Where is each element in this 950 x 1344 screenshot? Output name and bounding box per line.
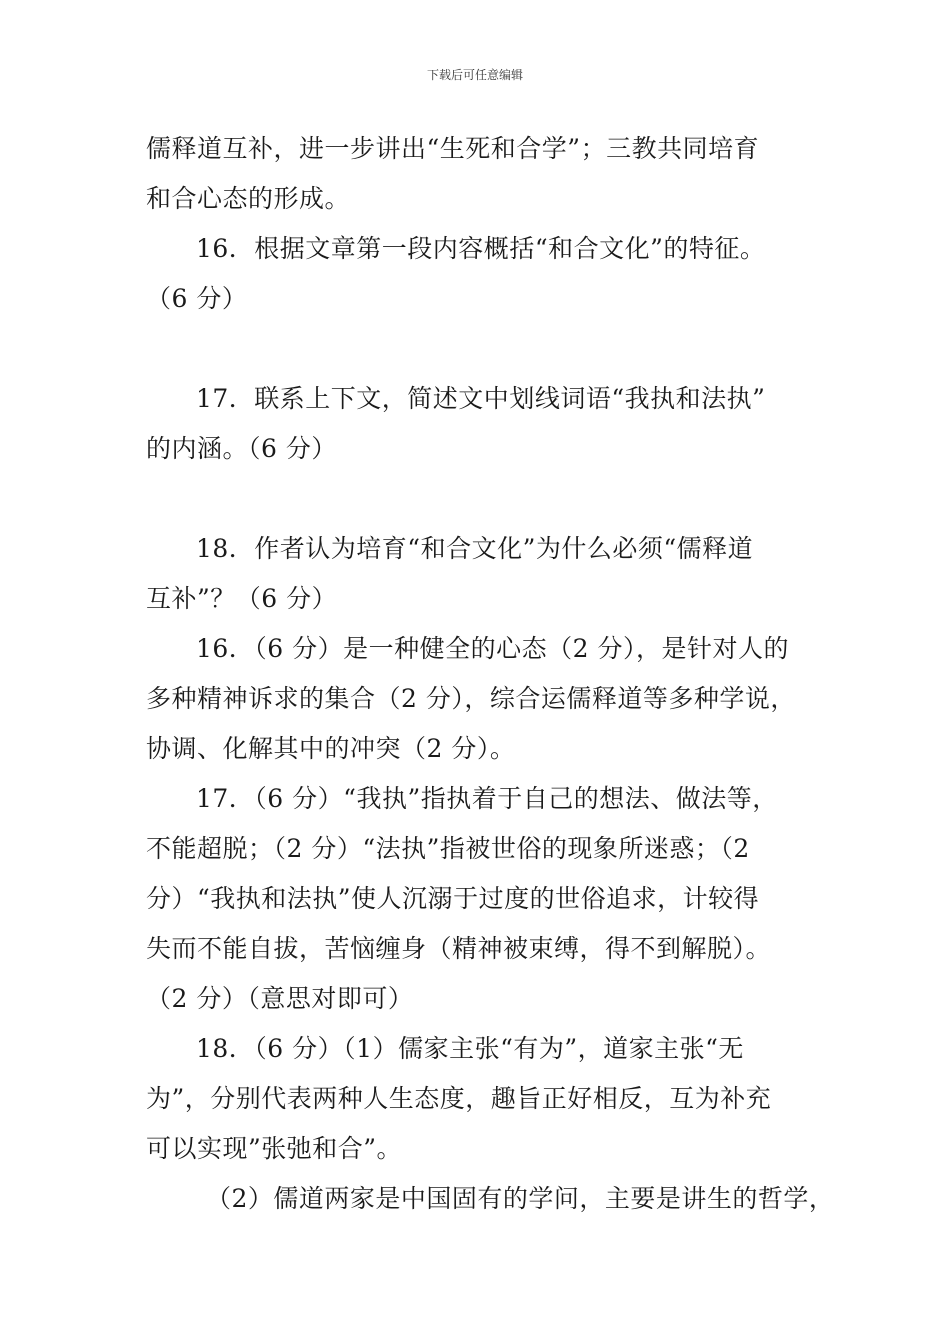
page-header: 下载后可任意编辑 <box>426 68 523 82</box>
answer-16: 16．（6 分）是一种健全的心态（2 分），是针对人的 <box>196 634 790 663</box>
answer-16-line: 协调、化解其中的冲突（2 分）。 <box>146 734 516 763</box>
answer-16-line: 多种精神诉求的集合（2 分），综合运儒释道等多种学说， <box>146 684 796 713</box>
question-17: 17．联系上下文，简述文中划线词语“我执和法执” <box>196 384 766 413</box>
answer-17-line: 分）“我执和法执”使人沉溺于过度的世俗追求，计较得 <box>146 884 760 913</box>
answer-17-line: 不能超脱；（2 分）“法执”指被世俗的现象所迷惑；（2 <box>146 834 750 863</box>
answer-18: 18．（6 分）（1）儒家主张“有为”，道家主张“无 <box>196 1034 744 1063</box>
answer-18-line: 可以实现”张弛和合”。 <box>146 1134 403 1163</box>
answer-17-line: （2 分）（意思对即可） <box>146 984 414 1013</box>
answer-17-line: 失而不能自拔，苦恼缠身（精神被束缚，得不到解脱）。 <box>146 934 772 963</box>
answer-18-line: 为”，分别代表两种人生态度，趣旨正好相反，互为补充 <box>146 1084 772 1113</box>
question-18-score: 互补”？（6 分） <box>146 584 338 613</box>
answer-18-line: （2）儒道两家是中国固有的学问，主要是讲生的哲学， <box>206 1184 835 1213</box>
question-18: 18．作者认为培育“和合文化”为什么必须“儒释道 <box>196 534 754 563</box>
text-line: 和合心态的形成。 <box>146 184 351 213</box>
text-line: 儒释道互补，进一步讲出“生死和合学”；三教共同培育 <box>146 134 760 163</box>
answer-17: 17．（6 分）“我执”指执着于自己的想法、做法等， <box>196 784 778 813</box>
question-16: 16．根据文章第一段内容概括“和合文化”的特征。 <box>196 234 766 263</box>
question-16-score: （6 分） <box>146 284 248 313</box>
question-17-score: 的内涵。（6 分） <box>146 434 337 463</box>
